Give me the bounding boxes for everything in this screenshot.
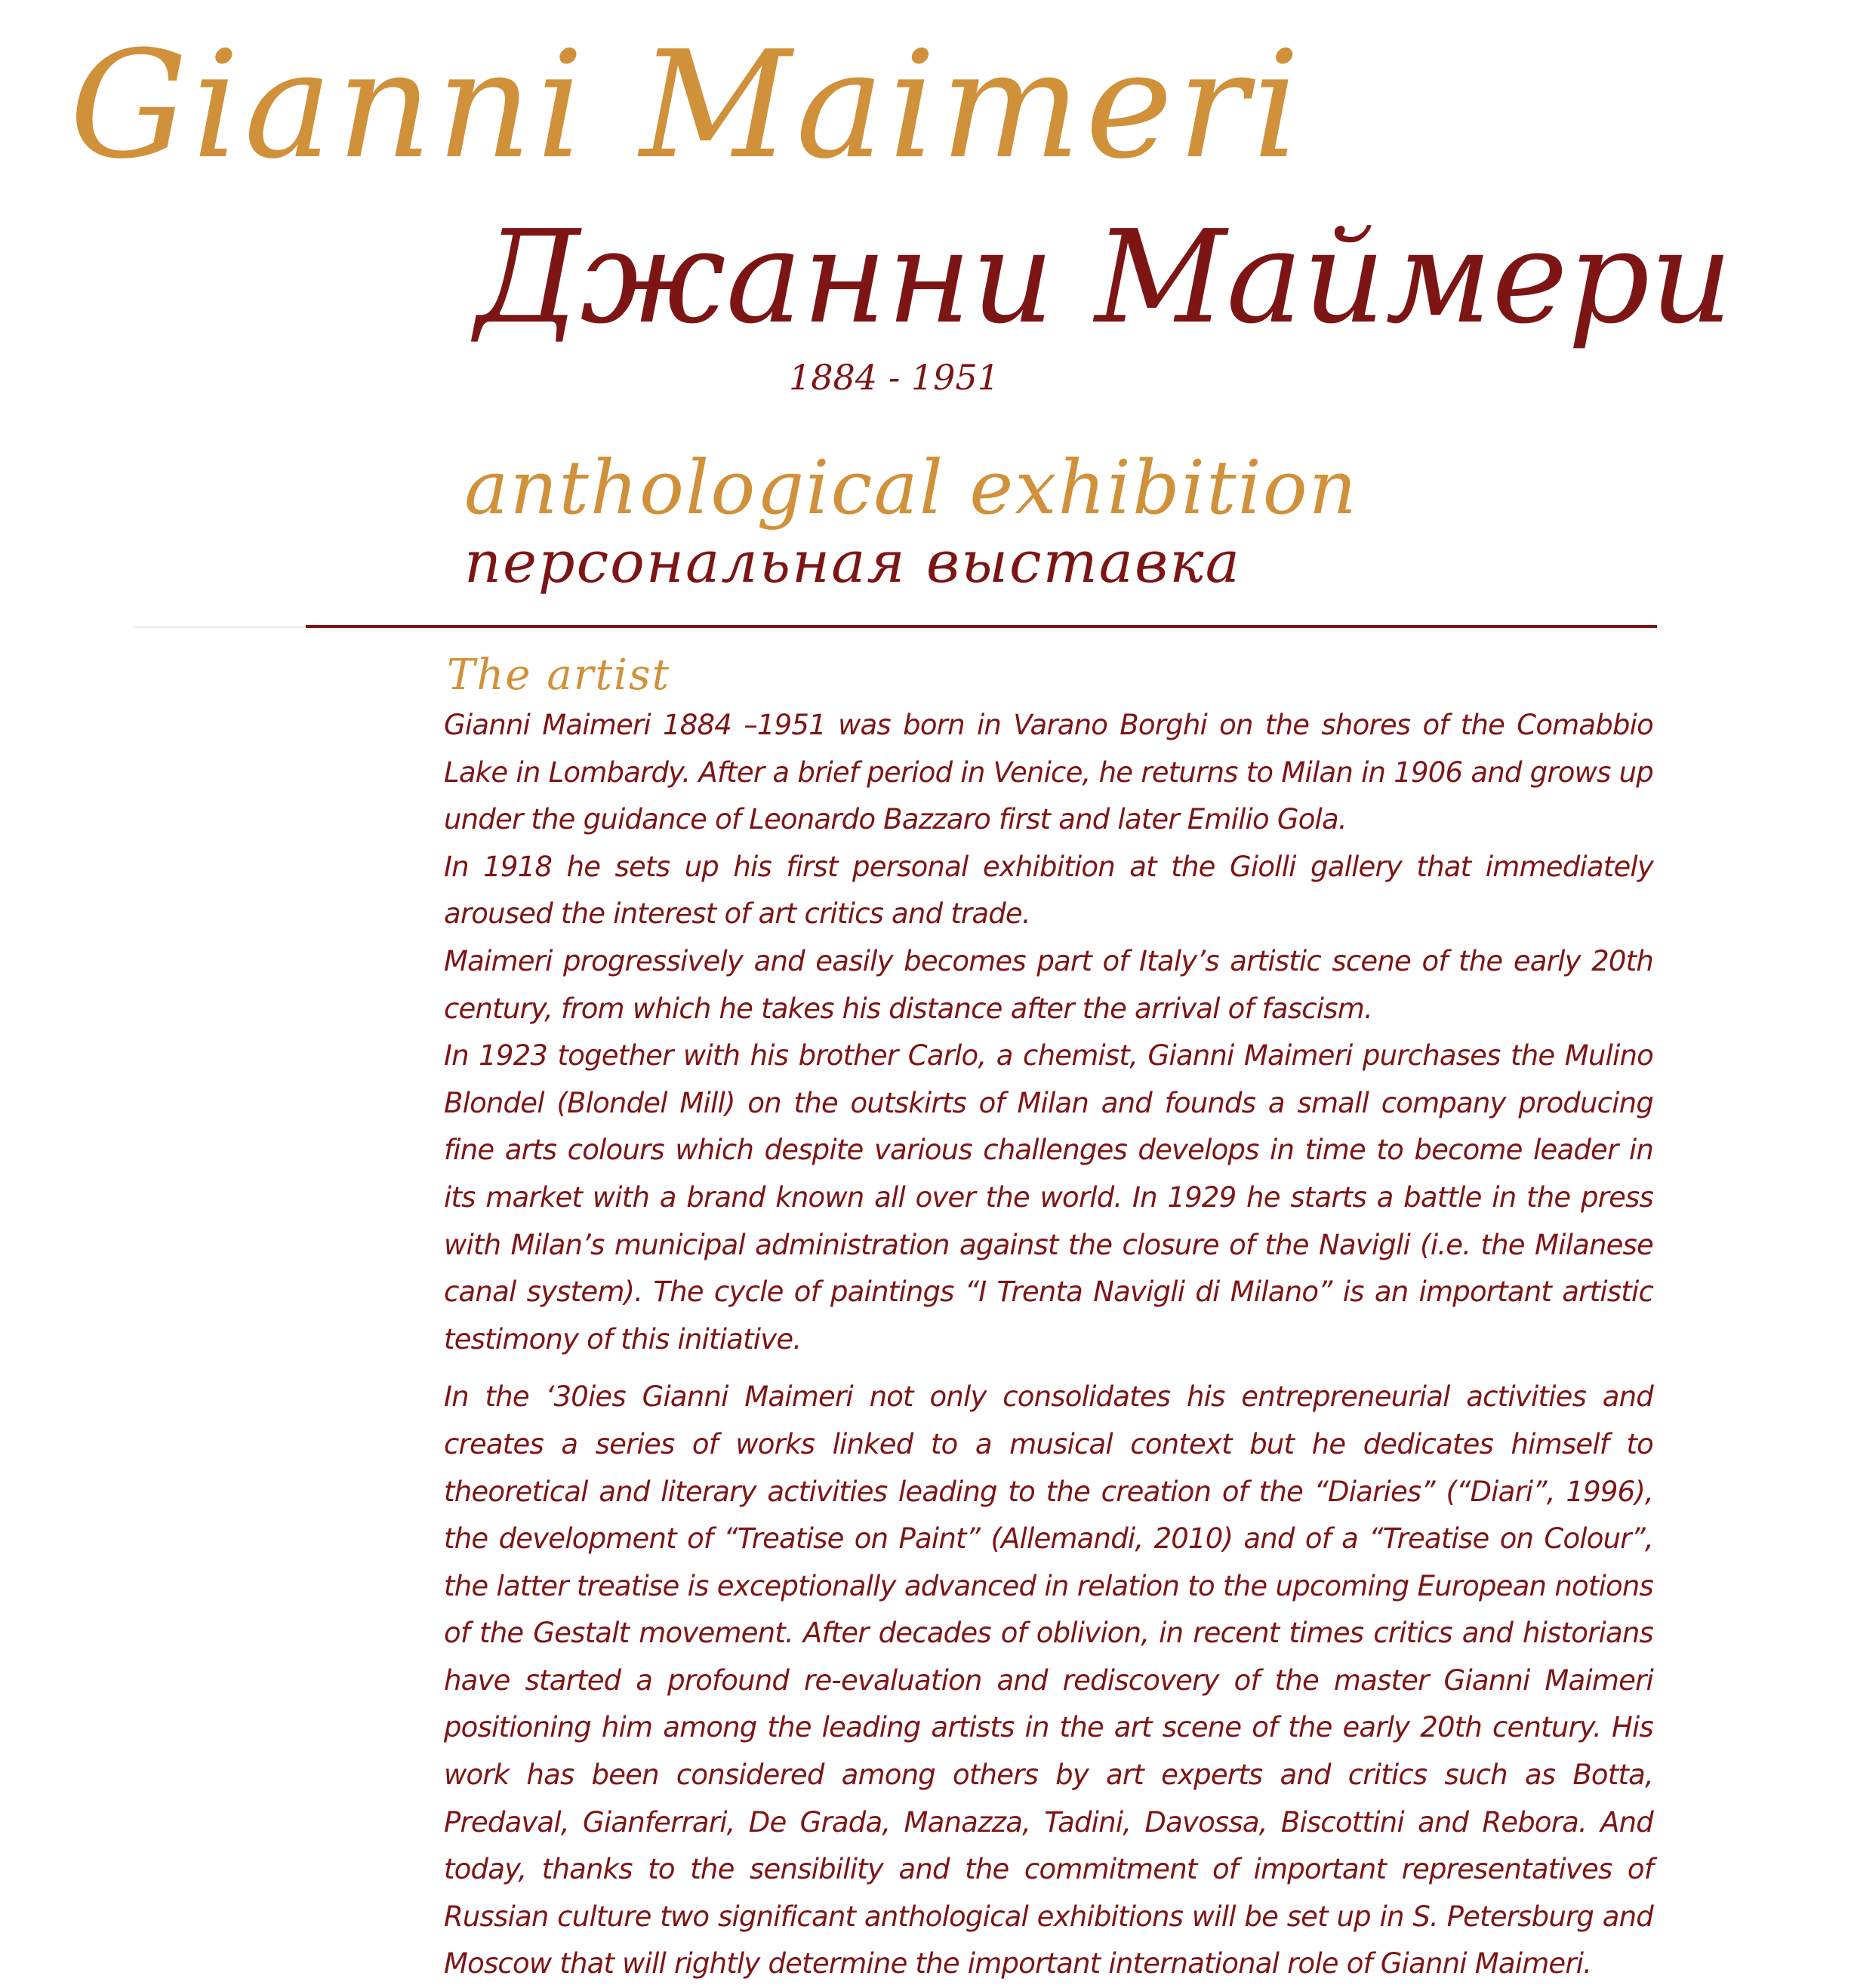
biography-paragraph: In 1923 together with his brother Carlo, a chemist, Gianni Maimeri purchases the Mulino Blondel (Blondel Mill) on the outskirts of Milan and founds a small company producing fine arts colours which despite various challenges develops in time to become leader in its market with a brand known all over the world. In 1929 he starts a battle in the press with Milan’s municipal administration against the closure of the Navigli (i.e. the Milanese canal system). The cycle of paintings “I Trenta Navigli di Milano” is an important artistic testimony of this initiative. (444, 1039, 1653, 1356)
biography-paragraph: Gianni Maimeri 1884 –1951 was born in Varano Borghi on the shores of the Comabbio Lake in Lombardy. After a brief period in Venice, he returns to Milan in 1906 and grows up under the guidance of Leonardo Bazzaro first and later Emilio Gola. (444, 709, 1653, 836)
exhibition-subtitle-en: anthological exhibition (464, 445, 1358, 531)
biography-paragraph: In the ‘30ies Gianni Maimeri not only consolidates his entrepreneurial activities and creates a series of works linked to a musical context but he dedicates himself to theoretical and literary activities leading to the creation of the “Diaries” (“Diari”, 1996), the development of “Treatise on Paint” (Allemandi, 2010) and of a “Treatise on Colour”, the latter treatise is exceptionally advanced in relation to the upcoming European notions of the Gestalt movement. After decades of oblivion, in recent times critics and historians have started a profound re-evaluation and rediscovery of the master Gianni Maimeri positioning him among the leading artists in the art scene of the early 20th century. His work has been considered among others by art experts and critics such as Botta, Predaval, Gianferrari, De Grada, Manazza, Tadini, Davossa, Biscottini and Rebora. And today, thanks to the sensibility and the commitment of important representatives of Russian culture two significant anthological exhibitions will be set up in S. Petersburg and Moscow that will rightly determine the important international role of Gianni Maimeri. (444, 1380, 1653, 1980)
biography-text (444, 702, 1653, 1988)
biography-paragraph: In 1918 he sets up his first personal exhibition at the Giolli gallery that immediately aroused the interest of art critics and trade. (444, 850, 1653, 931)
artist-name-latin: Gianni Maimeri (69, 20, 1305, 192)
artist-name-cyrillic: Джанни Маймери (476, 203, 1733, 352)
section-title: The artist (447, 651, 671, 700)
biography-paragraph: Maimeri progressively and easily becomes part of Italy’s artistic scene of the early 20th century, from which he takes his distance after the arrival of fascism. (444, 944, 1653, 1025)
artist-years: 1884 - 1951 (789, 357, 999, 398)
exhibition-subtitle-ru: персональная выставка (464, 528, 1241, 595)
divider-fade (134, 626, 306, 628)
divider-line (306, 625, 1657, 628)
